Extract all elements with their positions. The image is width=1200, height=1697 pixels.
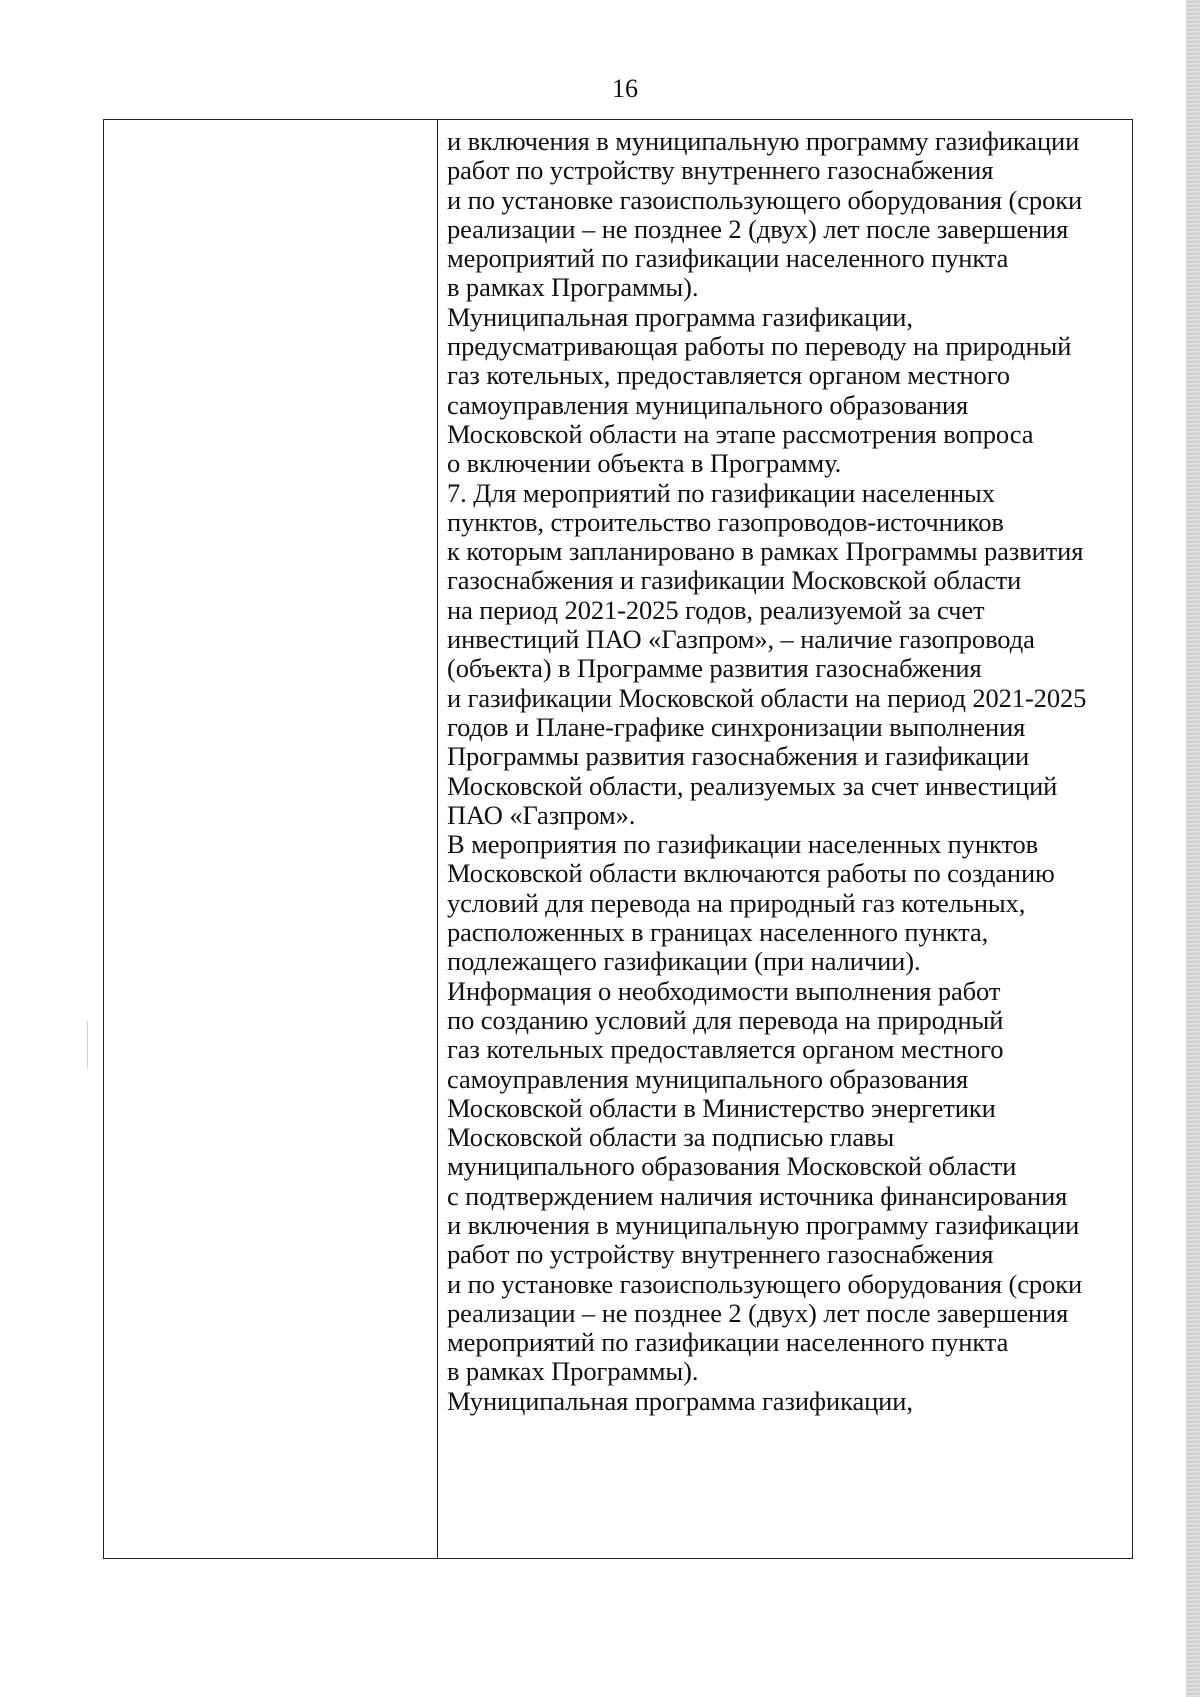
table-cell-left: [104, 120, 437, 1558]
text-line: Московской области в Министерство энергетики: [447, 1092, 996, 1123]
text-line: самоуправления муниципального образования: [447, 1063, 969, 1094]
text-line: муниципального образования Московской области: [447, 1151, 1017, 1182]
text-line: работ по устройству внутреннего газоснабжения: [447, 155, 994, 186]
column-divider: [437, 120, 438, 1558]
text-line: Московской области на этапе рассмотрения вопроса: [447, 418, 1034, 449]
text-line: о включении объекта в Программу.: [447, 448, 842, 479]
text-line: расположенных в границах населенного пункта,: [447, 917, 989, 948]
text-line: с подтверждением наличия источника финансирования: [447, 1180, 1068, 1211]
text-line: газоснабжения и газификации Московской области: [447, 565, 1022, 596]
text-line: в рамках Программы).: [447, 1356, 699, 1387]
text-line: и газификации Московской области на период 2021-2025: [447, 682, 1087, 713]
text-line: на период 2021-2025 годов, реализуемой за счет: [447, 594, 985, 625]
text-line: и включения в муниципальную программу газификации: [447, 126, 1080, 156]
text-line: Московской области, реализуемых за счет инвестиций: [447, 770, 1058, 801]
text-line: (объекта) в Программе развития газоснабжения: [447, 653, 982, 684]
text-line: подлежащего газификации (при наличии).: [447, 946, 921, 977]
text-line: Программы развития газоснабжения и газификации: [447, 741, 1030, 772]
text-line: Московской области за подписью главы: [447, 1122, 895, 1153]
text-line: мероприятий по газификации населенного пункта: [447, 1327, 1009, 1358]
text-line: самоуправления муниципального образования: [447, 389, 969, 420]
text-line: по созданию условий для перевода на природный: [447, 1004, 1004, 1035]
page-number: 16: [612, 74, 638, 103]
text-line: пунктов, строительство газопроводов-источников: [447, 506, 1004, 537]
text-line: годов и Плане-графике синхронизации выполнения: [447, 711, 1026, 742]
text-line: Информация о необходимости выполнения работ: [447, 975, 1001, 1006]
text-line: и по установке газоиспользующего оборудования (сроки: [447, 184, 1083, 215]
text-line: работ по устройству внутреннего газоснабжения: [447, 1239, 994, 1270]
text-line: Муниципальная программа газификации,: [447, 301, 913, 332]
text-line: газ котельных предоставляется органом местного: [447, 1034, 1004, 1065]
scan-speck: [87, 1021, 88, 1069]
text-line: газ котельных, предоставляется органом местного: [447, 360, 1010, 391]
text-line: Муниципальная программа газификации,: [447, 1385, 913, 1416]
table-cell-right: [447, 127, 1132, 1416]
text-line: к которым запланировано в рамках Программы развития: [447, 536, 1084, 567]
text-line: реализации – не позднее 2 (двух) лет после завершения: [447, 1297, 1069, 1328]
text-line: реализации – не позднее 2 (двух) лет после завершения: [447, 213, 1069, 244]
text-line: предусматривающая работы по переводу на природный: [447, 331, 1072, 362]
text-line: 7. Для мероприятий по газификации населенных: [447, 477, 995, 508]
text-line: ПАО «Газпром».: [447, 799, 636, 830]
text-line: и по установке газоиспользующего оборудования (сроки: [447, 1268, 1083, 1299]
text-line: мероприятий по газификации населенного пункта: [447, 243, 1009, 274]
text-line: и включения в муниципальную программу газификации: [447, 1209, 1080, 1240]
scan-edge-artifact: [1186, 0, 1200, 1697]
text-line: В мероприятия по газификации населенных пунктов: [447, 829, 1039, 860]
text-line: условий для перевода на природный газ котельных,: [447, 887, 1026, 918]
text-line: в рамках Программы).: [447, 272, 699, 303]
text-line: Московской области включаются работы по созданию: [447, 858, 1055, 889]
text-line: инвестиций ПАО «Газпром», – наличие газопровода: [447, 624, 1035, 655]
document-table: [103, 119, 1133, 1559]
